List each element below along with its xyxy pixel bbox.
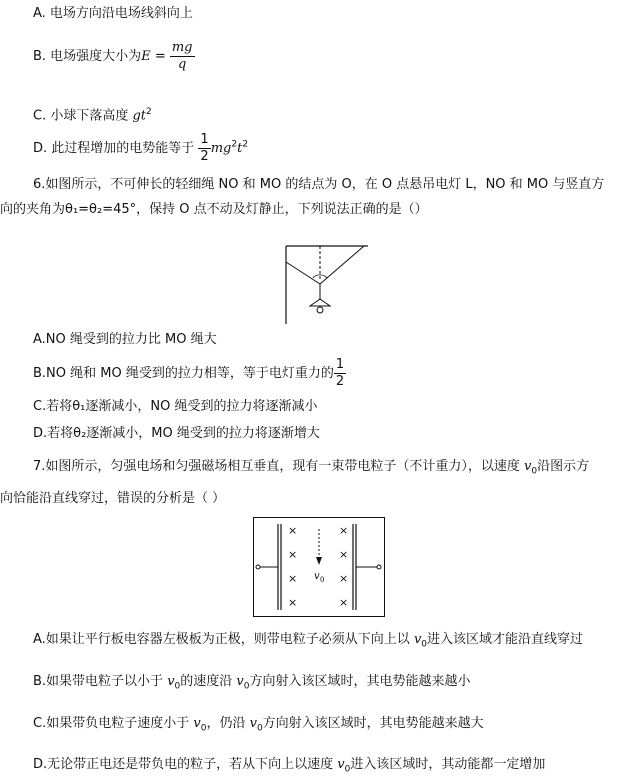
q7-stem-line1 — [33, 458, 589, 481]
q5-option-b-e: E — [141, 49, 151, 64]
lamp-shade — [310, 299, 330, 306]
q5-option-b — [33, 40, 195, 73]
q7-option-b-v2-sub: 0 — [243, 681, 250, 692]
q6-option-b-fraction — [334, 357, 346, 390]
q7-stem-v-sub: 0 — [531, 466, 538, 477]
q7-option-c — [33, 715, 484, 738]
magnetic-field-cross: × — [339, 572, 349, 585]
q6-option-b-denominator: 2 — [335, 374, 345, 389]
q7-option-b — [33, 673, 471, 696]
q7-option-c-v2: v — [249, 716, 257, 731]
q6-option-b — [33, 357, 346, 390]
q7-option-d — [33, 756, 545, 779]
q7-option-c-v2-sub: 0 — [256, 723, 263, 734]
velocity-label-sub: 0 — [320, 576, 325, 584]
rope-no — [286, 262, 320, 284]
q6-option-b-prefix: B.NO 绳和 MO 绳受到的拉力相等，等于电灯重力的 — [33, 366, 334, 381]
q5-option-d-t: t — [237, 141, 243, 156]
q7-stem-v: v — [524, 459, 532, 474]
q5-option-d-exp1: 2 — [231, 139, 238, 150]
q7-option-a-part1: A.如果让平行板电容器左极板为正极，则带电粒子必须从下向上以 — [33, 632, 414, 647]
q6-stem-line1: 6.如图所示，不可伸长的轻细绳 NO 和 MO 的结点为 O，在 O 点悬吊电灯 L，NO 和 MO 与竖直方 — [33, 177, 605, 192]
magnetic-field-cross: × — [288, 524, 298, 537]
q5-option-b-eq: = — [150, 49, 170, 64]
magnetic-field-cross: × — [288, 548, 298, 561]
q7-option-b-part1: B.如果带电粒子以小于 — [33, 674, 168, 689]
q6-option-b-numerator: 1 — [335, 357, 345, 372]
q5-option-c-formula: gt — [132, 108, 147, 124]
q7-option-b-v1: v — [167, 674, 175, 689]
q7-option-a — [33, 631, 583, 654]
velocity-label: v — [314, 571, 320, 582]
q7-option-c-v1-sub: 0 — [200, 723, 207, 734]
q6-lamp-figure — [280, 244, 375, 326]
q5-option-d-fraction — [198, 132, 210, 165]
magnetic-field-cross: × — [339, 596, 349, 609]
q7-option-c-part3: 方向射入该区域时，其电势能越来越大 — [262, 716, 484, 731]
right-terminal-icon — [377, 565, 381, 569]
left-terminal-icon — [256, 565, 260, 569]
velocity-arrow-icon — [316, 557, 322, 565]
q7-option-d-part1: D.无论带正电还是带负电的粒子，若从下向上以速度 — [33, 757, 338, 772]
q7-option-c-v1: v — [193, 716, 201, 731]
q5-option-a: A. 电场方向沿电场线斜向上 — [33, 6, 193, 21]
q6-option-d: D.若将θ₂逐渐减小，MO 绳受到的拉力将逐渐增大 — [33, 426, 320, 441]
q5-option-d-numerator: 1 — [200, 132, 209, 147]
lamp-bulb-icon — [317, 307, 323, 313]
q7-option-b-v2: v — [236, 674, 244, 689]
rope-mo — [320, 246, 364, 284]
q7-option-b-part2: 的速度沿 — [180, 674, 237, 689]
q7-option-d-v-sub: 0 — [344, 764, 351, 775]
q5-option-d-formula: mg — [210, 141, 232, 156]
q6-option-a: A.NO 绳受到的拉力比 MO 绳大 — [33, 332, 217, 347]
magnetic-field-cross: × — [288, 596, 298, 609]
q6-option-c: C.若将θ₁逐渐减小，NO 绳受到的拉力将逐渐减小 — [33, 399, 318, 414]
q7-field-figure — [253, 517, 385, 617]
q7-option-b-v1-sub: 0 — [174, 681, 181, 692]
q5-option-d-exp2: 2 — [242, 139, 249, 150]
q7-option-c-part1: C.如果带负电粒子速度小于 — [33, 716, 194, 731]
q7-option-d-v: v — [337, 757, 345, 772]
q5-option-c-exp: 2 — [146, 107, 152, 117]
q5-option-c — [33, 103, 152, 125]
q7-stem-line2: 向恰能沿直线穿过，错误的分析是（ ） — [0, 491, 226, 506]
q7-option-b-part3: 方向射入该区域时，其电势能越来越小 — [249, 674, 471, 689]
q5-option-b-numerator: mg — [171, 40, 193, 55]
q7-option-a-part2: 进入该区域才能沿直线穿过 — [427, 632, 584, 647]
q7-option-d-part2: 进入该区域时，其动能都一定增加 — [350, 757, 546, 772]
q5-option-b-fraction — [170, 40, 195, 73]
q5-option-b-denominator: q — [178, 57, 187, 72]
q7-stem-suffix: 沿图示方 — [537, 459, 590, 474]
q7-option-a-v-sub: 0 — [421, 639, 428, 650]
magnetic-field-cross: × — [288, 572, 298, 585]
q5-option-d — [33, 132, 248, 165]
magnetic-field-cross: × — [339, 548, 349, 561]
q5-option-d-denominator: 2 — [200, 149, 209, 164]
q5-option-c-prefix: C. 小球下落高度 — [33, 108, 133, 124]
q6-stem-line2: 向的夹角为θ₁=θ₂=45°，保持 O 点不动及灯静止，下列说法正确的是（） — [0, 202, 428, 217]
q5-option-d-prefix: D. 此过程增加的电势能等于 — [33, 141, 199, 156]
magnetic-field-cross: × — [339, 524, 349, 537]
q7-stem-prefix: 7.如图所示，匀强电场和匀强磁场相互垂直，现有一束带电粒子（不计重力），以速度 — [33, 459, 525, 474]
q7-option-c-part2: ，仍沿 — [206, 716, 250, 731]
q5-option-b-prefix: B. 电场强度大小为 — [33, 49, 142, 64]
q7-option-a-v: v — [413, 632, 422, 647]
